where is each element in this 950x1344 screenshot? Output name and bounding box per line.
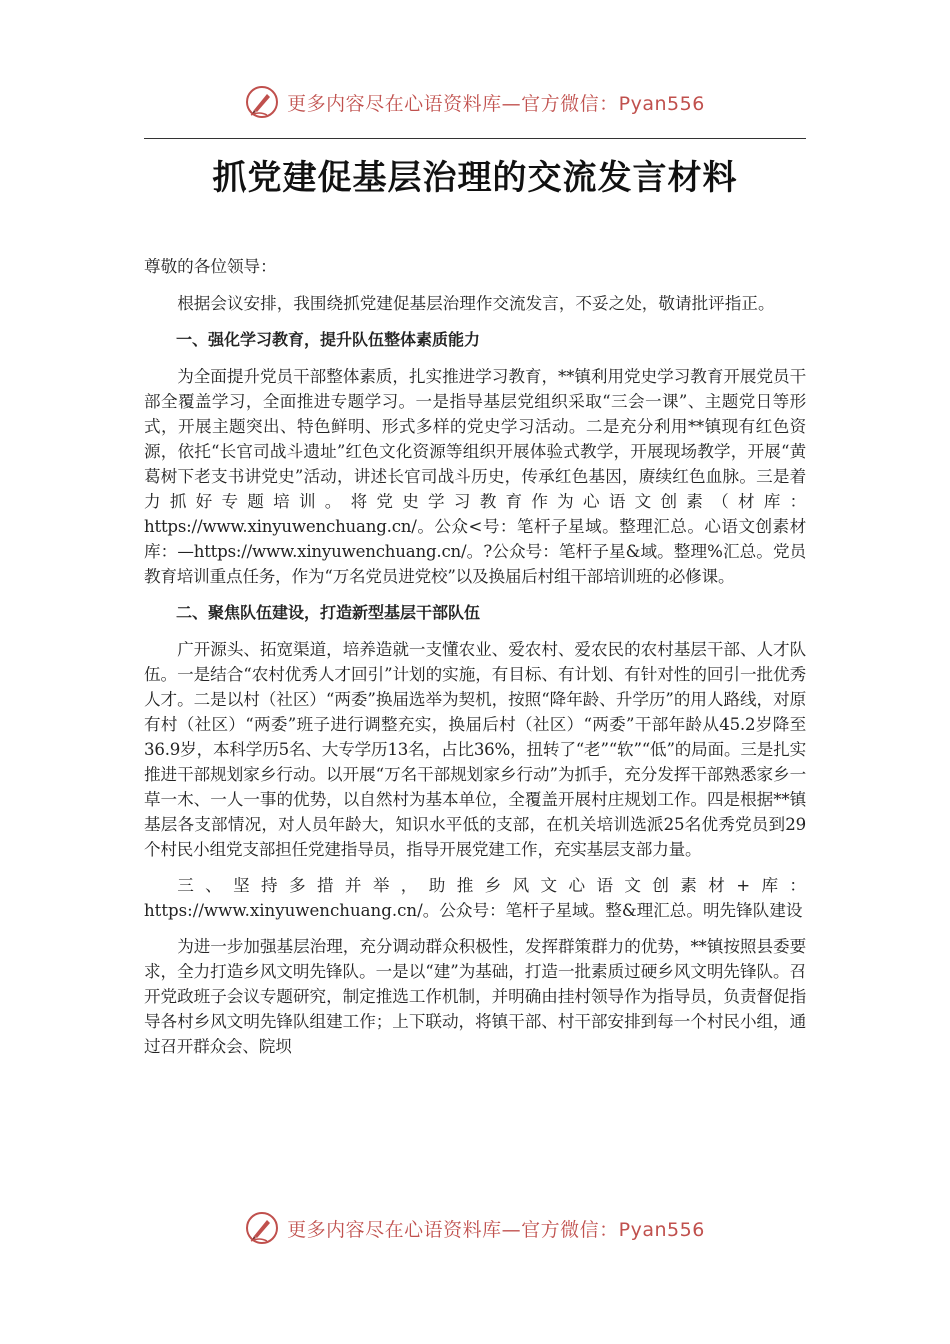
footer-banner-text: 更多内容尽在心语资料库—官方微信：Pyan556 xyxy=(287,1218,705,1241)
header-banner xyxy=(0,82,950,122)
pen-logo-icon xyxy=(245,1211,279,1245)
section-heading-2: 二、聚焦队伍建设，打造新型基层干部队伍 xyxy=(176,603,481,622)
section-heading-1: 一、强化学习教育，提升队伍整体素质能力 xyxy=(176,330,481,349)
pen-logo-icon xyxy=(245,85,279,119)
banner-text: 更多内容尽在心语资料库—官方微信：Pyan556 xyxy=(287,92,705,115)
section-heading-3: 三、坚持多措并举，助推乡风文心语文创素材+库：https://www.xinyuwenchuang.cn/。公众号：笔杆子星域。整&理汇总。明先锋队建设 xyxy=(144,876,806,920)
section-body-1: 为全面提升党员干部整体素质，扎实推进学习教育，**镇利用党史学习教育开展党员干部全覆盖学习，全面推进专题学习。一是指导基层党组织采取“三会一课”、主题党日等形式，开展主题突出、特色鲜明、形式多样的党史学习活动。二是充分利用**镇现有红色资源，依托“长官司战斗遗址”红色文化资源等组织开展体验式教学，开展现场教学，开展“黄葛树下老支书讲党史”活动，讲述长官司战斗历史，传承红色基因，赓续红色血脉。三是着力抓好专题培训。将党史学习教育作为心语文创素（材库：https://www.xinyuwenchuang.cn/。公众<号：笔杆子星域。整理汇总。心语文创素材库：—https://www.xinyuwenchuang.cn/。?公众号：笔杆子星&域。整理%汇总。党员教育培训重点任务，作为“万名党员进党校”以及换届后村组干部培训班的必修课。 xyxy=(144,367,806,586)
document-body xyxy=(144,254,806,1070)
header-divider xyxy=(144,138,806,139)
footer-banner xyxy=(0,1208,950,1248)
page-title: 抓党建促基层治理的交流发言材料 xyxy=(212,158,738,198)
intro-paragraph: 根据会议安排，我围绕抓党建促基层治理作交流发言，不妥之处，敬请批评指正。 xyxy=(177,294,775,313)
section-body-3: 为进一步加强基层治理，充分调动群众积极性，发挥群策群力的优势，**镇按照县委要求，全力打造乡风文明先锋队。一是以“建”为基础，打造一批素质过硬乡风文明先锋队。召开党政班子会议专题研究，制定推选工作机制，并明确由挂村领导作为指导员，负责督促指导各村乡风文明先锋队组建工作；上下联动，将镇干部、村干部安排到每一个村民小组，通过召开群众会、院坝 xyxy=(144,937,806,1056)
salutation: 尊敬的各位领导： xyxy=(144,257,277,276)
section-body-2: 广开源头、拓宽渠道，培养造就一支懂农业、爱农村、爱农民的农村基层干部、人才队伍。一是结合“农村优秀人才回引”计划的实施，有目标、有计划、有针对性的回引一批优秀人才。二是以村（社区）“两委”换届选举为契机，按照“降年龄、升学历”的用人路线，对原有村（社区）“两委”班子进行调整充实，换届后村（社区）“两委”干部年龄从45.2岁降至36.9岁，本科学历5名、大专学历13名，占比36%，扭转了“老”“软”“低”的局面。三是扎实推进干部规划家乡行动。以开展“万名干部规划家乡行动”为抓手，充分发挥干部熟悉家乡一草一木、一人一事的优势，以自然村为基本单位，全覆盖开展村庄规划工作。四是根据**镇基层各支部情况，对人员年龄大，知识水平低的支部，在机关培训选派25名优秀党员到29个村民小组党支部担任党建指导员，指导开展党建工作，充实基层支部力量。 xyxy=(144,640,806,859)
